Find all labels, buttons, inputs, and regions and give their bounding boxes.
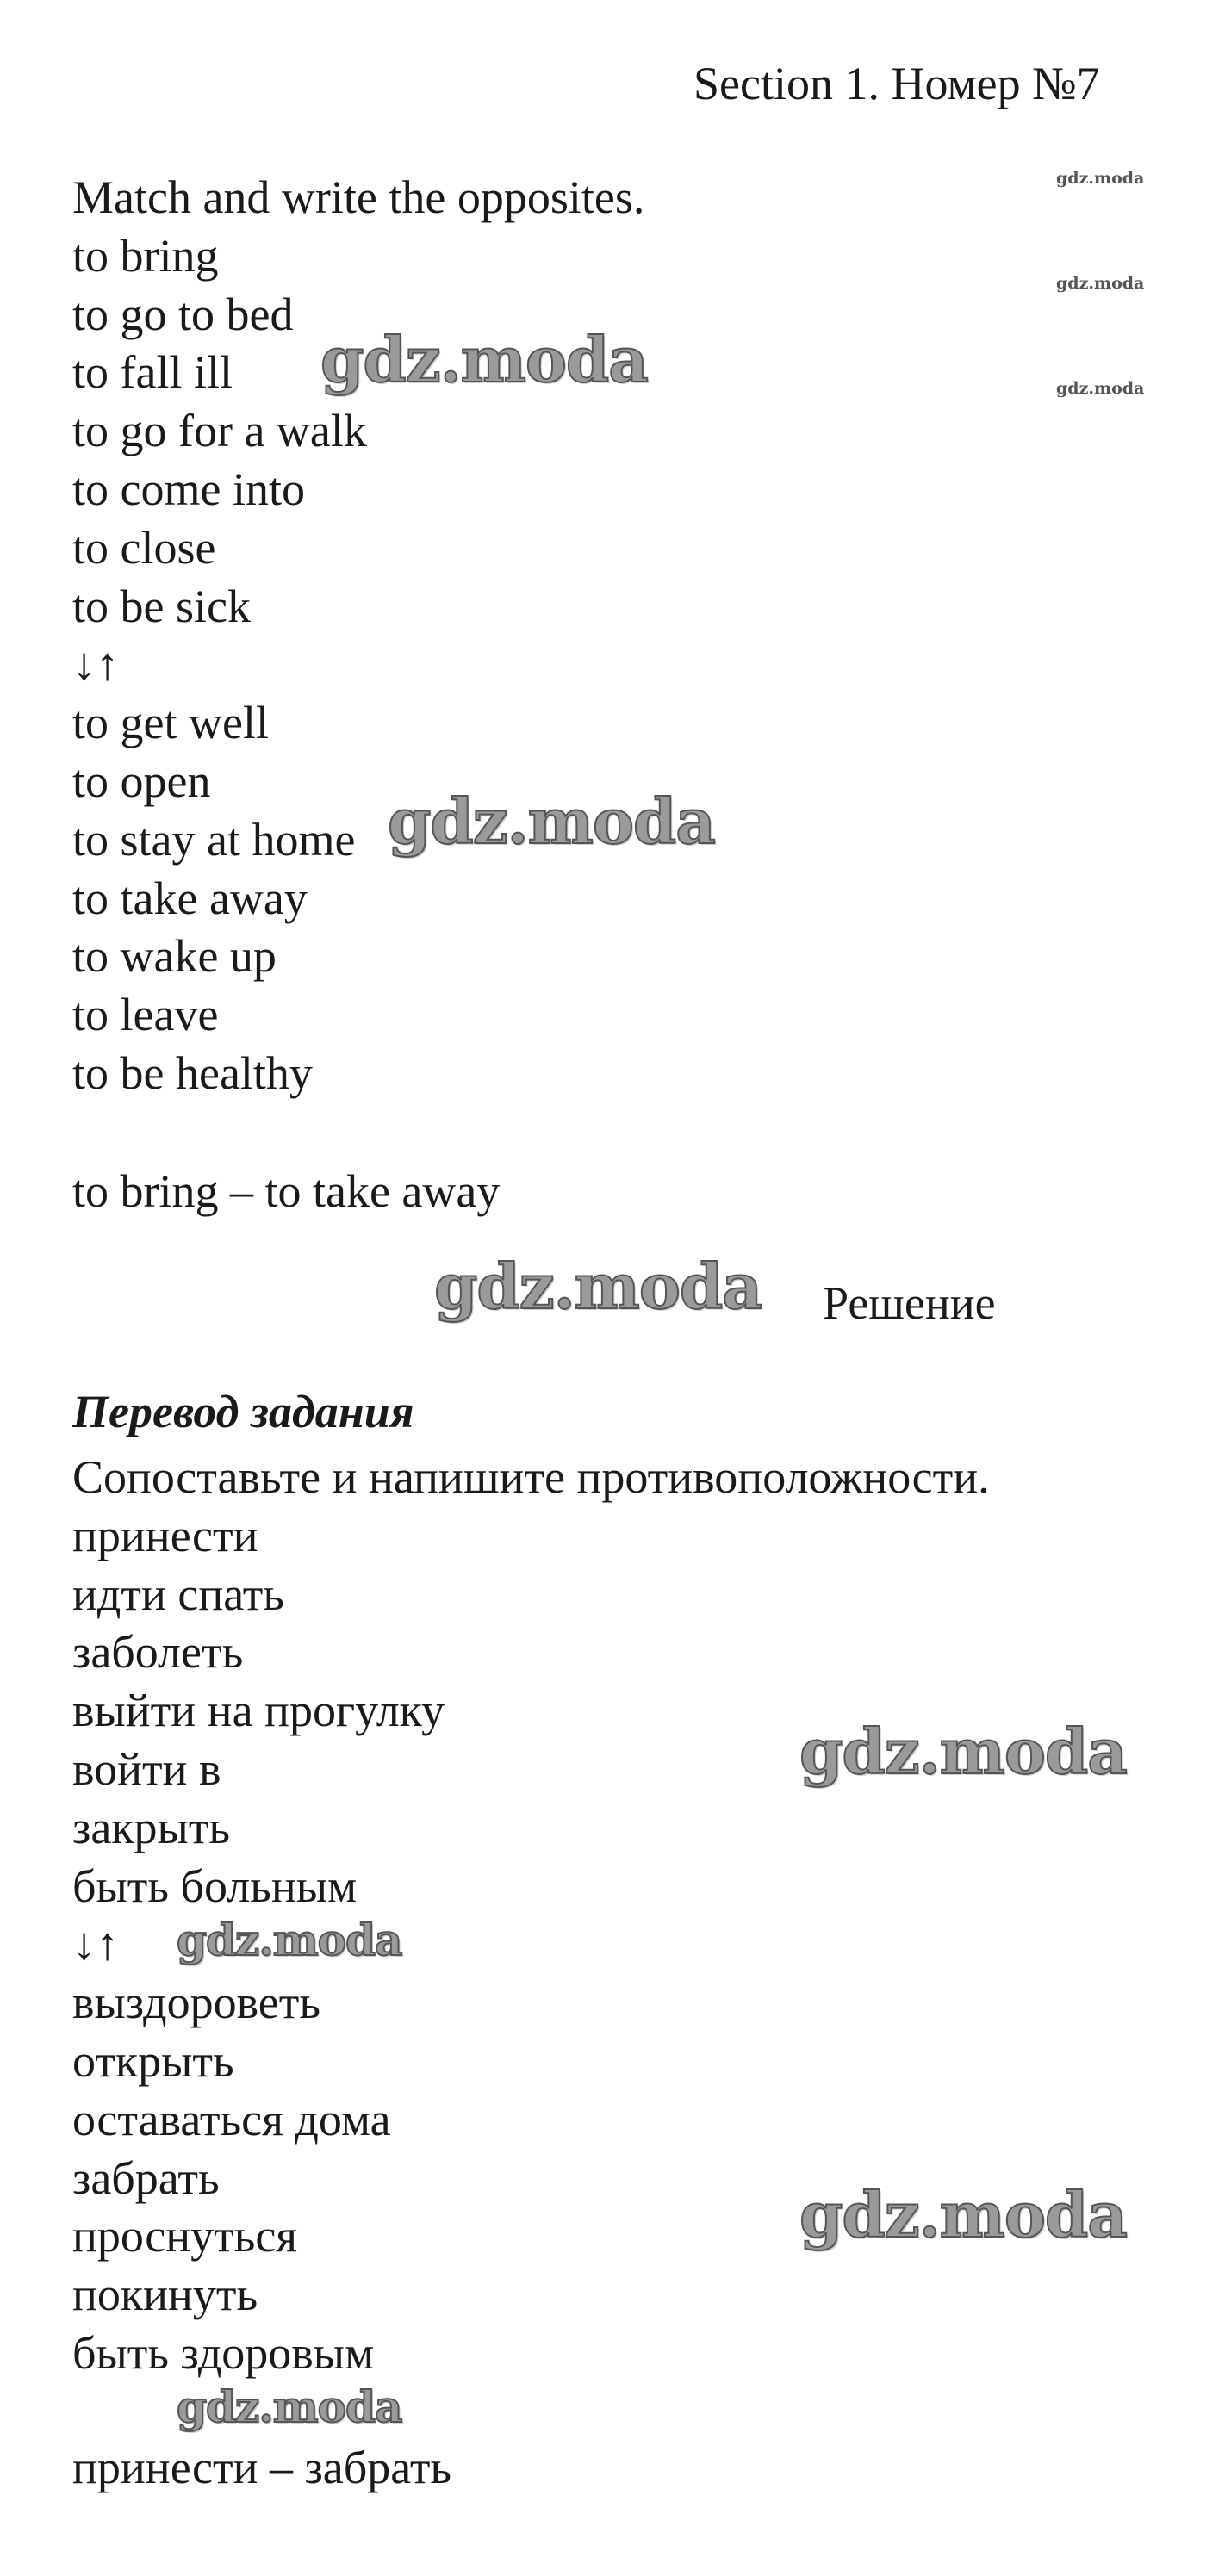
watermark: gdz.moda (177, 2381, 402, 2432)
watermark: gdz.moda (799, 2178, 1127, 2251)
word-line: покинуть (72, 2269, 258, 2321)
word-line: закрыть (72, 1801, 231, 1853)
word-line: идти спать (72, 1567, 285, 1620)
word-line: проснуться (72, 2210, 298, 2263)
watermark: gdz.moda (434, 1250, 762, 1323)
watermark: gdz.moda (1056, 274, 1145, 293)
word-line: to be sick (72, 580, 251, 632)
word-line: быть здоровым (72, 2326, 375, 2379)
word-line: to close (72, 521, 216, 574)
watermark: gdz.moda (799, 1715, 1127, 1788)
task-russian (72, 1386, 990, 2383)
word-line: to fall ill (72, 346, 233, 399)
watermark: gdz.moda (177, 1915, 402, 1965)
arrows-separator: ↓↑ (72, 1918, 119, 1971)
word-line: открыть (72, 2034, 234, 2087)
word-line: принести (72, 1509, 258, 1561)
task-instruction: Match and write the opposites. (72, 171, 645, 223)
word-line: to wake up (72, 930, 277, 983)
word-line: выздороветь (72, 1977, 320, 2029)
watermark: gdz.moda (388, 785, 715, 858)
translation-heading: Перевод задания (72, 1386, 414, 1437)
word-line: to go to bed (72, 288, 294, 340)
word-line: to open (72, 754, 211, 807)
solution-label: Решение (823, 1277, 996, 1329)
section-title: Section 1. Номер №7 (693, 58, 1100, 109)
answer-english: to bring – to take away (72, 1165, 501, 1217)
arrows-separator: ↓↑ (72, 638, 119, 691)
answer-russian: принести – забрать (72, 2442, 452, 2493)
word-line: войти в (72, 1742, 221, 1795)
word-line: оставаться дома (72, 2093, 391, 2145)
word-line: to come into (72, 462, 305, 515)
word-line: to go for a walk (72, 405, 367, 457)
watermark: gdz.moda (1056, 379, 1145, 398)
translation-instruction: Сопоставьте и напишите противоположности. (72, 1451, 990, 1503)
task-english (72, 169, 644, 1103)
watermark: gdz.moda (320, 323, 648, 396)
word-line: забрать (72, 2151, 220, 2204)
word-line: to get well (72, 697, 269, 749)
word-line: выйти на прогулку (72, 1685, 445, 1737)
watermark: gdz.moda (1056, 169, 1145, 188)
word-line: to stay at home (72, 813, 356, 866)
word-line: to leave (72, 989, 219, 1041)
word-line: to take away (72, 872, 308, 924)
word-line: to be healthy (72, 1046, 313, 1099)
word-line: быть больным (72, 1859, 358, 1912)
word-line: заболеть (72, 1626, 244, 1679)
word-line: to bring (72, 229, 219, 282)
